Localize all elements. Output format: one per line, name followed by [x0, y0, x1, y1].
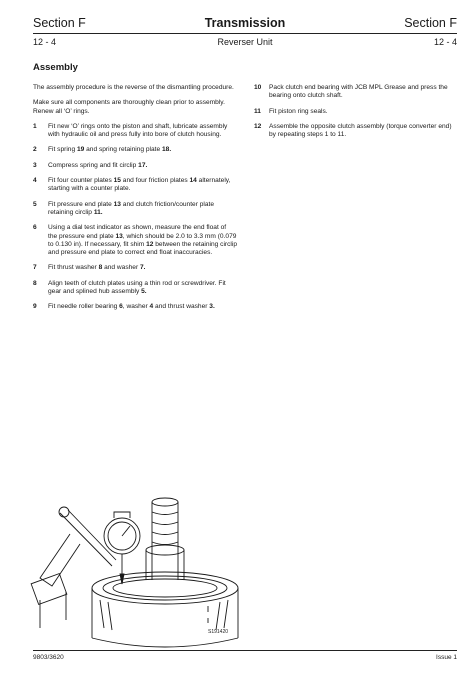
- step-number: 9: [33, 303, 37, 311]
- procedure-step: [33, 264, 237, 272]
- step-text-run: Fit new ‘O’ rings onto the piston and shaft, lubricate assembly with hydraulic oil and press fully into bore of clutch housing.: [48, 122, 228, 139]
- part-reference-number: 15: [113, 177, 121, 185]
- steps-list-left: [33, 123, 237, 312]
- step-text: [48, 280, 226, 295]
- step-number: 5: [33, 200, 37, 208]
- document-number: 9803/3620: [33, 654, 64, 661]
- step-text: [48, 303, 215, 310]
- page-header: [33, 16, 457, 32]
- procedure-step: [33, 280, 237, 297]
- procedure-step: [33, 177, 237, 194]
- step-text-run: between the retaining circlip and pressure end plate to correct end float inaccuracies.: [48, 240, 238, 257]
- section-label-left: Section F: [33, 16, 86, 30]
- part-reference-number: 13: [113, 200, 121, 208]
- procedure-step: [33, 224, 237, 257]
- step-text-run: Compress spring and fit circlip: [48, 161, 139, 169]
- procedure-step: [254, 84, 456, 101]
- step-text-run: Align teeth of clutch plates using a thin rod or screwdriver. Fit gear and splined hub assembly: [48, 279, 226, 296]
- step-text-run: Fit thrust washer: [48, 264, 99, 272]
- part-reference-number: 7.: [140, 264, 146, 272]
- step-number: 6: [33, 224, 37, 232]
- procedure-step: [254, 123, 456, 140]
- step-text-run: alternately, starting with a counter plate.: [48, 177, 231, 193]
- step-text: [48, 177, 230, 192]
- part-reference-number: 13: [115, 232, 123, 240]
- issue-label: Issue 1: [436, 654, 457, 661]
- part-reference-number: 5.: [141, 288, 147, 296]
- step-number: 2: [33, 146, 37, 154]
- procedure-step: [33, 162, 237, 170]
- step-text: [48, 146, 171, 153]
- step-text-run: Fit spring: [48, 146, 77, 154]
- step-text-run: Fit pressure end plate: [48, 200, 114, 208]
- part-reference-number: 6: [119, 303, 123, 311]
- step-text-run: Fit four counter plates: [48, 177, 114, 185]
- part-reference-number: 14: [189, 177, 197, 185]
- procedure-step: [33, 146, 237, 154]
- dial-test-indicator-illustration: [30, 488, 250, 648]
- step-text: [48, 224, 237, 256]
- page-number-right: 12 - 4: [433, 37, 457, 47]
- part-reference-number: 11.: [93, 208, 103, 216]
- step-text: [269, 123, 452, 138]
- step-number: 11: [254, 107, 261, 115]
- step-number: 8: [33, 279, 37, 287]
- step-text-run: and four friction plates: [120, 177, 190, 185]
- procedure-step: [254, 108, 456, 116]
- step-number: 1: [33, 122, 37, 130]
- unit-title: Reverser Unit: [217, 37, 273, 47]
- intro-paragraph: Make sure all components are thoroughly clean prior to assembly. Renew all ‘O’ rings.: [33, 99, 225, 115]
- step-text: [269, 108, 328, 115]
- part-reference-number: 18.: [162, 146, 172, 154]
- section-title: Assembly: [33, 62, 78, 73]
- step-text-run: and thrust washer: [153, 303, 210, 311]
- part-reference-number: 12: [146, 240, 154, 248]
- steps-list-right: [254, 84, 456, 139]
- procedure-step: [33, 201, 237, 218]
- intro-paragraph: The assembly procedure is the reverse of the dismantling procedure.: [33, 84, 234, 91]
- step-number: 4: [33, 177, 37, 185]
- page-subheader: [33, 37, 457, 49]
- step-text-run: , washer: [122, 303, 150, 311]
- step-text-run: Fit needle roller bearing: [48, 303, 120, 311]
- page-number-left: 12 - 4: [33, 37, 57, 47]
- figure-reference: S191420: [208, 629, 229, 635]
- step-text: [48, 264, 146, 271]
- step-text: [48, 123, 227, 138]
- step-text-run: and spring retaining plate: [84, 146, 163, 154]
- part-reference-number: 4: [149, 303, 154, 311]
- step-text: [48, 201, 214, 216]
- procedure-step: [33, 123, 237, 140]
- step-number: 10: [254, 84, 262, 91]
- header-divider: [33, 33, 457, 34]
- step-number: 12: [254, 122, 262, 130]
- procedure-step: [33, 303, 237, 311]
- part-reference-number: 19: [76, 146, 85, 154]
- section-label-right: Section F: [404, 16, 457, 30]
- step-text-run: and washer: [102, 264, 141, 272]
- step-text-run: Using a dial test indicator as shown, measure the end float of the pressure end plate: [48, 224, 227, 240]
- left-column: [33, 84, 237, 319]
- step-text-run: Pack clutch end bearing with JCB MPL Grease and press the bearing onto clutch shaft.: [269, 84, 448, 100]
- chapter-title: Transmission: [204, 16, 286, 30]
- footer-divider: [33, 650, 457, 651]
- part-reference-number: 3.: [209, 303, 215, 311]
- step-number: 7: [33, 264, 37, 272]
- step-text: [48, 162, 147, 169]
- part-reference-number: 17.: [138, 161, 148, 169]
- right-column: [254, 84, 456, 146]
- step-number: 3: [33, 161, 37, 169]
- step-text-run: and clutch friction/counter plate retaining circlip: [48, 200, 215, 216]
- step-text: [269, 84, 448, 99]
- part-reference-number: 8: [98, 264, 103, 272]
- step-text-run: Fit piston ring seals.: [269, 107, 328, 115]
- step-text-run: , which should be 2.0 to 3.3 mm (0.079 to 0.130 in). If necessary, fit shim: [48, 232, 237, 248]
- step-text-run: Assemble the opposite clutch assembly (torque converter end) by repeating steps 1 to 11.: [269, 122, 452, 139]
